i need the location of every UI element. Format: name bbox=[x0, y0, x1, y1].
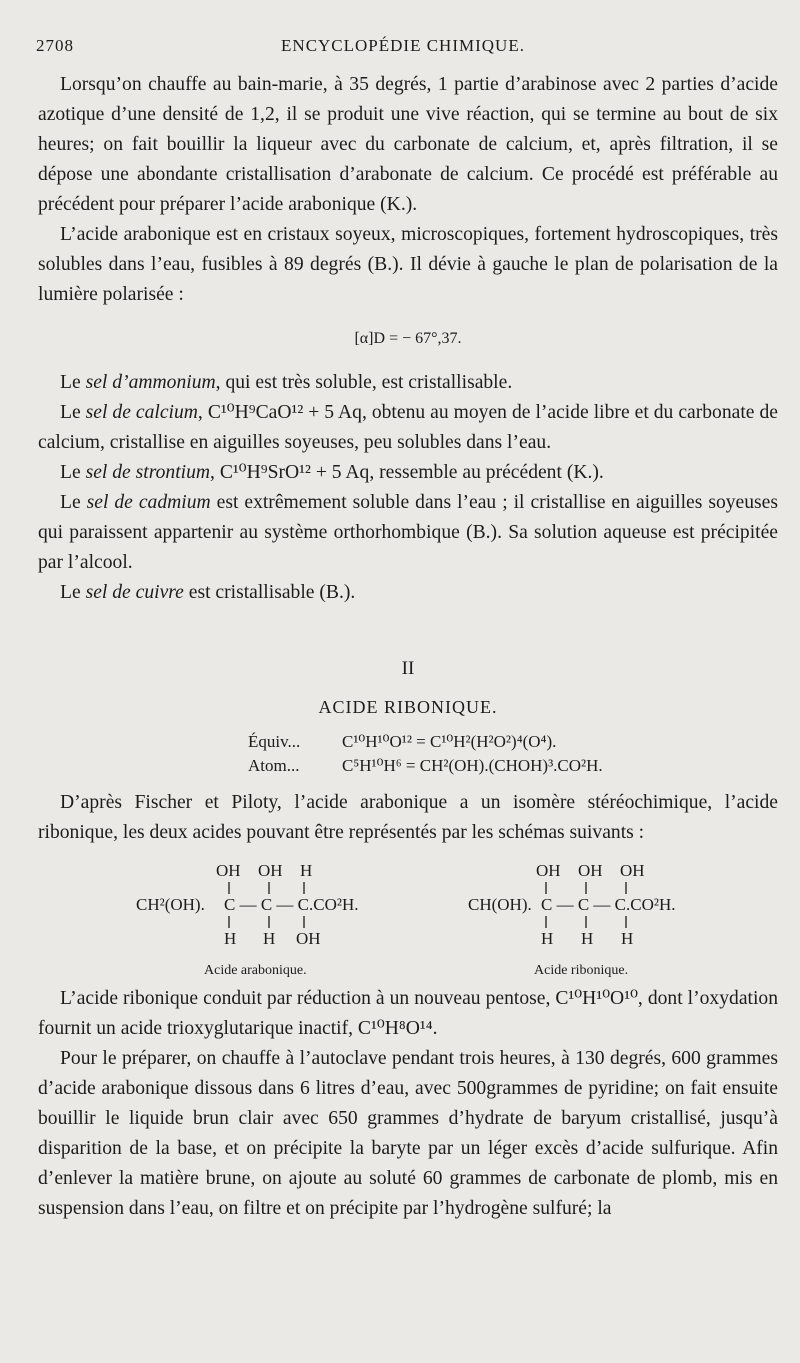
paragraph-reduction: L’acide ribonique conduit par réduction à un nouveau pentose, C¹⁰H¹⁰O¹⁰, dont l’oxydation fournit un acide trioxyglutarique inactif, C¹⁰H⁸O¹⁴. bbox=[38, 988, 778, 1039]
salt-text: , ressemble au précédent (K.). bbox=[369, 462, 604, 483]
salt-formula-strontium: C¹⁰H⁹SrO¹² + 5 Aq bbox=[219, 462, 370, 483]
equiv-label: Équiv... bbox=[248, 732, 301, 751]
paragraph-preparation-ribonique: Pour le préparer, on chauffe à l’autoclave pendant trois heures, à 130 degrés, 600 grammes d’acide arabonique dissous dans 6 litres d’eau, avec 500grammes de pyridine; on fait ensuite bouillir le liquide brun clair avec 650 grammes d’hydrate de baryum cristallisé, jusqu’à disparition de la base, et on précipite la baryte par un léger excès d’acide sulfurique. Afin d’enlever la matière brune, on ajoute au soluté 60 grammes de carbonate de plomb, mis en suspension dans l’eau, on filtre et on précipite par l’hydrogène sulfuré; la bbox=[38, 1048, 778, 1219]
arab-top-2: OH bbox=[258, 861, 283, 880]
paragraph-schemes-intro: D’après Fischer et Piloty, l’acide arabonique a un isomère stéréochimique, l’acide ribonique, les deux acides pouvant être représentés par les schémas suivants : bbox=[38, 792, 778, 843]
rib-top-1: OH bbox=[536, 861, 561, 880]
paragraph-cadmium bbox=[38, 488, 778, 578]
page-number: 2708 bbox=[36, 36, 74, 55]
salt-prefix: Le bbox=[60, 372, 86, 393]
salt-prefix: Le bbox=[60, 582, 86, 603]
rib-bottom-3: H bbox=[621, 929, 634, 948]
scheme-ribonique bbox=[468, 861, 676, 978]
arab-prefix: CH²(OH). bbox=[136, 895, 205, 914]
arab-caption: Acide arabonique. bbox=[204, 963, 307, 978]
rib-bottom-2: H bbox=[581, 929, 594, 948]
running-title: ENCYCLOPÉDIE CHIMIQUE. bbox=[281, 36, 525, 55]
salt-text: , qui est très soluble, est cristallisable. bbox=[215, 372, 513, 393]
arab-bottom-1: H bbox=[224, 929, 237, 948]
salt-name-ammonium: sel d’ammonium bbox=[85, 372, 216, 393]
equiv-formula: C¹⁰H¹⁰O¹² = C¹⁰H²(H²O²)⁴(O⁴). bbox=[342, 732, 557, 751]
body-text bbox=[38, 70, 778, 1224]
schemes-svg bbox=[38, 852, 778, 982]
paragraph-calcium: Le sel de calcium, C¹⁰H⁹CaO¹² + 5 Aq, obtenu au moyen de l’acide libre et du carbonate de calcium, cristallise en aiguilles soyeuses, peu solubles dans l’eau. bbox=[38, 402, 778, 453]
arab-top-3: H bbox=[300, 861, 313, 880]
salt-prefix: Le bbox=[60, 492, 87, 513]
equiv-line bbox=[248, 730, 778, 754]
salt-name-cuivre: sel de cuivre bbox=[85, 582, 184, 603]
arab-bottom-2: H bbox=[263, 929, 276, 948]
atom-label: Atom... bbox=[248, 756, 300, 775]
salt-text: , obtenu au moyen de l’acide libre et du carbonate de calcium, cristallise en aiguilles soyeuses, peu solubles dans l’eau. bbox=[38, 402, 778, 453]
salt-name-strontium: sel de strontium bbox=[85, 462, 211, 483]
salt-formula-calcium: C¹⁰H⁹CaO¹² + 5 Aq bbox=[207, 402, 362, 423]
salt-text: est cristallisable (B.). bbox=[183, 582, 356, 603]
arab-bottom-3: OH bbox=[296, 929, 321, 948]
salt-prefix: Le bbox=[60, 462, 86, 483]
rib-prefix: CH(OH). bbox=[468, 895, 532, 914]
structural-schemes bbox=[38, 852, 778, 982]
formula-definitions bbox=[248, 730, 778, 778]
scheme-arabonique bbox=[136, 861, 359, 978]
arab-top-1: OH bbox=[216, 861, 241, 880]
paragraph-ammonium bbox=[38, 368, 778, 398]
page-header bbox=[36, 36, 770, 62]
atom-line bbox=[248, 754, 778, 778]
rib-chain: C — C — C.CO²H. bbox=[541, 895, 676, 914]
section-numeral: II bbox=[401, 658, 415, 679]
paragraph-cuivre bbox=[38, 578, 778, 608]
paragraph-strontium: Le sel de strontium, C¹⁰H⁹SrO¹² + 5 Aq, ressemble au précédent (K.). bbox=[60, 462, 604, 483]
paragraph-preparation: Lorsqu’on chauffe au bain-marie, à 35 degrés, 1 partie d’arabinose avec 2 parties d’acide azotique d’une densité de 1,2, il se produit une vive réaction, qui se termine au bout de six heures; on fait bouillir la liqueur avec du carbonate de calcium, et, après filtration, il se dépose une abondante cristallisation d’arabonate de calcium. Ce procédé est préférable au précédent pour préparer l’acide arabonique (K.). bbox=[38, 74, 778, 215]
atom-formula: C⁵H¹⁰H⁶ = CH²(OH).(CHOH)³.CO²H. bbox=[342, 756, 603, 775]
rib-top-2: OH bbox=[578, 861, 603, 880]
salt-name-cadmium: sel de cadmium bbox=[86, 492, 211, 513]
salt-name-calcium: sel de calcium bbox=[85, 402, 198, 423]
rib-top-3: OH bbox=[620, 861, 645, 880]
arab-chain: C — C — C.CO²H. bbox=[224, 895, 359, 914]
rib-bottom-1: H bbox=[541, 929, 554, 948]
salt-text: est extrêmement soluble dans l’eau ; il cristallise en aiguilles soyeuses qui paraissent appartenir au système orthorhombique (B.). Sa solution aqueuse est précipitée par l’alcool. bbox=[38, 492, 778, 573]
rib-caption: Acide ribonique. bbox=[534, 963, 629, 978]
salt-prefix: Le bbox=[60, 402, 86, 423]
rotation-formula: [α]D = − 67°,37. bbox=[354, 330, 462, 347]
paragraph-properties: L’acide arabonique est en cristaux soyeux, microscopiques, fortement hydroscopiques, très solubles dans l’eau, fusibles à 89 degrés (B.). Il dévie à gauche le plan de polarisation de la lumière polarisée : bbox=[38, 224, 778, 305]
section-title: ACIDE RIBONIQUE. bbox=[318, 697, 498, 717]
